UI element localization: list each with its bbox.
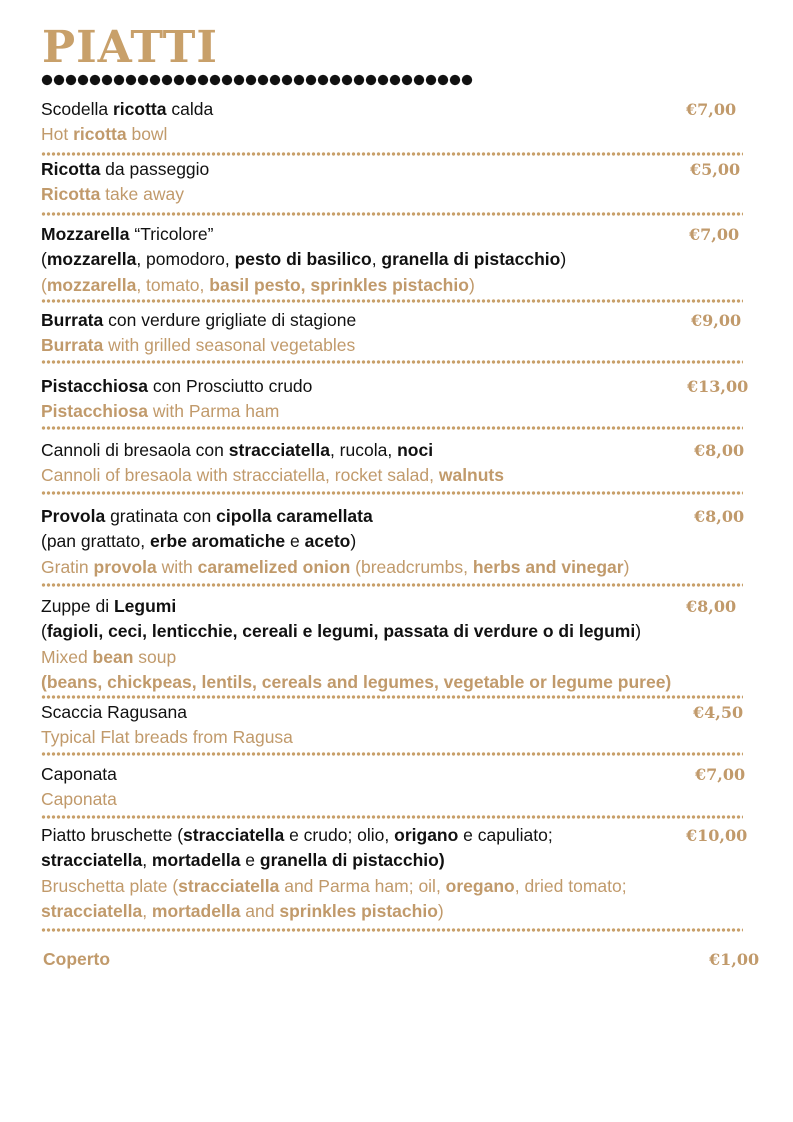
- item-description-italian: [41, 594, 745, 619]
- bold-text-run: granella di pistacchio: [381, 249, 561, 270]
- text-run: ): [437, 900, 444, 921]
- item-description-italian: [41, 222, 745, 247]
- bold-text-run: ricotta: [113, 99, 167, 119]
- text-run: , pomodoro,: [136, 249, 235, 270]
- item-description-english: [41, 725, 745, 750]
- bold-text-run: walnuts: [438, 465, 504, 486]
- bold-text-run: stracciatella: [41, 850, 143, 871]
- bold-text-run: fagioli, ceci, lenticchie, cereali e legumi, passata di verdure o di legumi: [46, 621, 636, 642]
- item-price: €4,50: [693, 703, 744, 722]
- text-run: e crudo; olio,: [284, 825, 395, 845]
- text-run: Bruschetta plate (: [41, 875, 179, 896]
- dotted-separator: [41, 212, 743, 216]
- dotted-separator: [41, 152, 743, 156]
- text-run: Hot: [41, 124, 74, 145]
- menu-item: [41, 222, 745, 298]
- text-run: “Tricolore”: [129, 224, 214, 244]
- bold-text-run: oregano: [445, 875, 515, 896]
- dotted-separator: [41, 752, 743, 756]
- bold-text-run: Burrata: [41, 310, 104, 330]
- item-description-english: [41, 645, 745, 670]
- menu-item: [41, 594, 745, 695]
- bold-text-run: ricotta: [73, 124, 127, 145]
- bold-text-run: Mozzarella: [41, 224, 130, 244]
- menu-title: PIATTI: [42, 22, 218, 73]
- dotted-separator: [41, 928, 743, 932]
- item-description-italian: [41, 374, 745, 399]
- item-description-english: [41, 122, 745, 147]
- menu-item: [41, 308, 745, 359]
- menu-item: [41, 823, 748, 924]
- text-run: Zuppe di: [41, 596, 114, 616]
- dotted-separator: [41, 815, 743, 819]
- text-run: ): [350, 531, 357, 552]
- text-run: , tomato,: [136, 274, 210, 295]
- bold-text-run: mortadella: [151, 900, 241, 921]
- text-run: ): [623, 556, 630, 577]
- bold-text-run: Provola: [41, 506, 106, 526]
- text-run: ): [468, 274, 475, 295]
- bold-text-run: (beans, chickpeas, lentils, cereals and legumes, vegetable or legume puree): [41, 671, 672, 692]
- item-description-italian: [41, 700, 745, 725]
- item-price: €10,00: [686, 826, 748, 845]
- item-description-italian: [41, 247, 745, 272]
- item-description-italian: [41, 308, 745, 333]
- text-run: (: [41, 249, 47, 270]
- coperto-label: Coperto: [43, 949, 111, 969]
- text-run: (breadcrumbs,: [350, 556, 473, 577]
- text-run: ,: [142, 900, 152, 921]
- item-description-english: [41, 787, 745, 812]
- item-description-italian: [41, 157, 745, 182]
- bold-text-run: Ricotta: [41, 184, 101, 205]
- bold-text-run: mortadella: [151, 850, 241, 871]
- bold-text-run: basil pesto, sprinkles pistachio: [209, 274, 469, 295]
- dotted-separator: [41, 695, 743, 699]
- menu-item: [41, 438, 745, 489]
- text-run: calda: [166, 99, 214, 119]
- item-description-english: [41, 333, 745, 358]
- text-run: , dried tomato;: [514, 875, 627, 896]
- bold-text-run: pesto di basilico: [234, 249, 372, 270]
- item-description-english: [41, 555, 745, 580]
- text-run: ,: [371, 249, 382, 270]
- item-price: €5,00: [690, 160, 741, 179]
- menu-item: [41, 157, 745, 208]
- item-price: €7,00: [686, 100, 737, 119]
- item-description-english: [41, 182, 745, 207]
- text-run: Mixed: [41, 646, 93, 667]
- text-run: take away: [100, 184, 184, 205]
- item-price: €8,00: [694, 441, 745, 460]
- item-description-english: [41, 874, 745, 899]
- item-description-italian: [41, 619, 745, 644]
- item-price: €7,00: [689, 225, 740, 244]
- text-run: bowl: [126, 124, 168, 145]
- text-run: e: [240, 850, 260, 871]
- item-description-italian: [41, 438, 745, 463]
- bold-text-run: mozzarella: [46, 274, 137, 295]
- text-run: da passeggio: [100, 159, 210, 179]
- bold-text-run: stracciatella: [228, 440, 330, 460]
- text-run: e: [285, 531, 305, 552]
- item-description-italian: [41, 97, 745, 122]
- item-description-english: [41, 273, 745, 298]
- bold-text-run: erbe aromatiche: [149, 531, 286, 552]
- text-run: with: [156, 556, 198, 577]
- bold-text-run: stracciatella: [183, 825, 285, 845]
- text-run: with Parma ham: [148, 401, 280, 422]
- text-run: ): [635, 621, 642, 642]
- text-run: ,: [142, 850, 152, 871]
- text-run: ): [560, 249, 567, 270]
- menu-item: [41, 762, 745, 813]
- item-price: €7,00: [695, 765, 746, 784]
- dotted-separator: [41, 299, 743, 303]
- bold-text-run: bean: [92, 646, 134, 667]
- item-description-italian: [41, 504, 745, 529]
- bold-text-run: mozzarella: [46, 249, 137, 270]
- menu-item: [41, 504, 745, 580]
- item-price: €13,00: [687, 377, 749, 396]
- text-run: Cannoli di bresaola con: [41, 440, 229, 460]
- bold-text-run: noci: [397, 440, 434, 460]
- item-description-italian: [41, 823, 748, 848]
- item-description-english: [41, 399, 745, 424]
- text-run: and: [240, 900, 280, 921]
- text-run: con Prosciutto crudo: [148, 376, 313, 396]
- dotted-separator: [41, 491, 743, 495]
- bold-text-run: sprinkles pistachio: [279, 900, 438, 921]
- dotted-separator: [41, 426, 743, 430]
- bold-text-run: caramelized onion: [197, 556, 351, 577]
- text-run: soup: [133, 646, 177, 667]
- item-price: €9,00: [691, 311, 742, 330]
- item-price: €8,00: [686, 597, 737, 616]
- item-description-english: [41, 899, 745, 924]
- dotted-separator: [41, 583, 743, 587]
- bold-text-run: stracciatella: [41, 900, 143, 921]
- bold-text-run: granella di pistacchio): [259, 850, 445, 871]
- menu-item: [41, 97, 745, 148]
- item-price: €8,00: [694, 507, 745, 526]
- text-run: Scodella: [41, 99, 113, 119]
- bold-text-run: origano: [394, 825, 459, 845]
- menu-item: [41, 700, 745, 751]
- menu-item: [41, 374, 749, 425]
- bold-text-run: stracciatella: [178, 875, 280, 896]
- bold-text-run: Pistacchiosa: [41, 401, 148, 422]
- bold-text-run: cipolla caramellata: [216, 506, 373, 526]
- text-run: with grilled seasonal vegetables: [103, 335, 356, 356]
- bold-text-run: Burrata: [41, 335, 104, 356]
- text-run: (: [41, 621, 47, 642]
- text-run: Caponata: [41, 764, 117, 784]
- text-run: e capuliato;: [458, 825, 553, 845]
- bold-text-run: aceto: [304, 531, 351, 552]
- bold-text-run: Ricotta: [41, 159, 101, 179]
- bold-text-run: herbs and vinegar: [472, 556, 624, 577]
- text-run: Scaccia Ragusana: [41, 702, 187, 722]
- title-dot-divider: [41, 74, 473, 86]
- text-run: Gratin: [41, 556, 94, 577]
- item-description-italian: [41, 848, 745, 873]
- coperto-price: €1,00: [709, 950, 760, 969]
- item-description-italian: [41, 762, 745, 787]
- bold-text-run: Pistacchiosa: [41, 376, 148, 396]
- text-run: Cannoli of bresaola with stracciatella, rocket salad,: [41, 465, 439, 486]
- item-description-english: [41, 670, 745, 695]
- bold-text-run: Legumi: [113, 596, 177, 616]
- bold-text-run: provola: [93, 556, 157, 577]
- text-run: con verdure grigliate di stagione: [103, 310, 357, 330]
- text-run: and Parma ham; oil,: [279, 875, 446, 896]
- text-run: Typical Flat breads from Ragusa: [41, 727, 293, 748]
- dotted-separator: [41, 360, 743, 364]
- text-run: (pan grattato,: [41, 531, 150, 552]
- text-run: gratinata con: [105, 506, 217, 526]
- text-run: Caponata: [41, 789, 117, 810]
- text-run: (: [41, 274, 47, 295]
- item-description-italian: [41, 529, 745, 554]
- item-description-english: [41, 463, 745, 488]
- text-run: Piatto bruschette (: [41, 825, 184, 845]
- text-run: , rucola,: [329, 440, 398, 460]
